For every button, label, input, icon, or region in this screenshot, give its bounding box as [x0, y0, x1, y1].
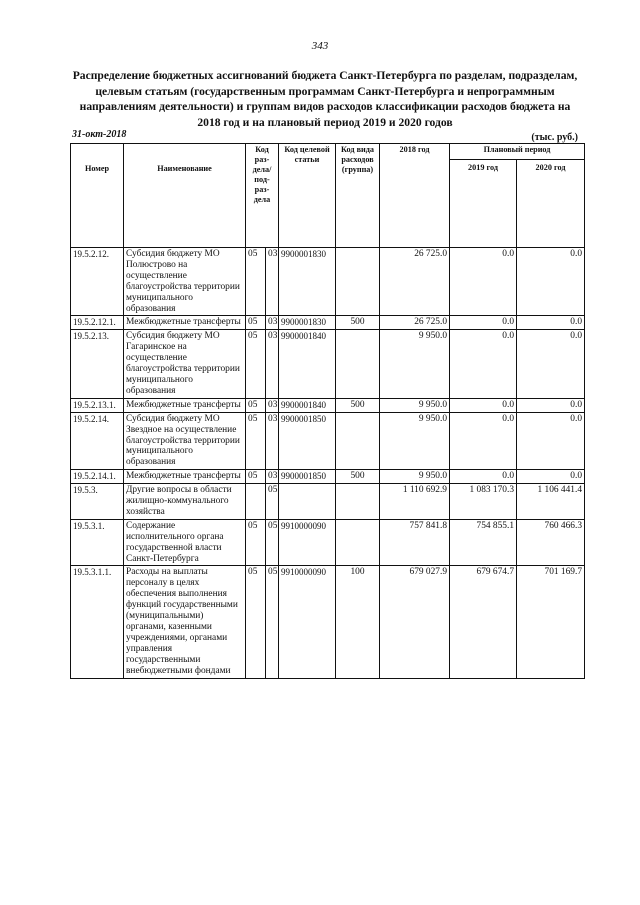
row-amount-2019: 679 674.7 — [450, 566, 517, 678]
header-section: Код раз-дела/ под-раз-дела — [246, 144, 279, 248]
row-amount-2019: 0.0 — [450, 330, 517, 398]
row-type-code — [336, 248, 380, 316]
document-date: 31-окт-2018 — [72, 129, 127, 140]
row-name: Межбюджетные трансферты — [124, 470, 246, 484]
header-year-2018: 2018 год — [380, 144, 450, 248]
row-amount-2019: 754 855.1 — [450, 519, 517, 566]
row-number: 19.5.2.14. — [71, 412, 124, 470]
row-type-code — [336, 519, 380, 566]
table-row — [71, 398, 585, 412]
table-row — [71, 248, 585, 316]
row-amount-2020: 1 106 441.4 — [517, 484, 585, 520]
row-section-code: 05 — [246, 519, 266, 566]
row-name: Субсидия бюджету МО Полюстрово на осуществление благоустройства территории муниципального образования — [124, 248, 246, 316]
header-target: Код целевой статьи — [279, 144, 336, 248]
row-name: Расходы на выплаты персоналу в целях обеспечения выполнения функций государственными (муниципальными) органами, казенными учреждениями, органами управления государственными внебюджетными фондами — [124, 566, 246, 678]
row-number: 19.5.2.13.1. — [71, 398, 124, 412]
row-amount-2018: 26 725.0 — [380, 248, 450, 316]
row-name: Межбюджетные трансферты — [124, 398, 246, 412]
row-amount-2018: 9 950.0 — [380, 330, 450, 398]
header-year-2019: 2019 год — [450, 160, 517, 248]
header-year-2020: 2020 год — [517, 160, 585, 248]
table-row — [71, 470, 585, 484]
row-number: 19.5.3. — [71, 484, 124, 520]
row-amount-2018: 26 725.0 — [380, 316, 450, 330]
units-label: (тыс. руб.) — [531, 132, 578, 143]
table-row — [71, 566, 585, 678]
row-type-code — [336, 330, 380, 398]
row-target-code: 9910000090 — [279, 566, 336, 678]
table-header — [71, 144, 585, 248]
table-row — [71, 412, 585, 470]
row-target-code: 9910000090 — [279, 519, 336, 566]
document-title: Распределение бюджетных ассигнований бюджета Санкт-Петербурга по разделам, подразделам, целевым статьям (государственным программам Санкт-Петербурга и непрограммным направлениям деятельности) и группам видов расходов классификации расходов бюджета на 2018 год и на плановый период 2019 и 2020 годов — [72, 69, 578, 129]
row-section-code: 05 — [246, 566, 266, 678]
row-type-code — [336, 484, 380, 520]
table-row — [71, 519, 585, 566]
row-subsection-code: 05 — [266, 519, 279, 566]
row-target-code: 9900001830 — [279, 248, 336, 316]
header-number: Номер — [71, 144, 124, 248]
row-amount-2020: 0.0 — [517, 412, 585, 470]
row-subsection-code: 03 — [266, 470, 279, 484]
row-name: Содержание исполнительного органа государственной власти Санкт-Петербурга — [124, 519, 246, 566]
row-amount-2018: 9 950.0 — [380, 470, 450, 484]
row-amount-2019: 0.0 — [450, 316, 517, 330]
row-amount-2020: 0.0 — [517, 316, 585, 330]
row-number: 19.5.3.1.1. — [71, 566, 124, 678]
row-number: 19.5.2.12. — [71, 248, 124, 316]
table-body — [71, 248, 585, 679]
page-number: 343 — [311, 40, 329, 52]
table-row — [71, 316, 585, 330]
row-number: 19.5.2.12.1. — [71, 316, 124, 330]
row-amount-2018: 757 841.8 — [380, 519, 450, 566]
row-amount-2019: 1 083 170.3 — [450, 484, 517, 520]
row-section-code: 05 — [246, 248, 266, 316]
row-target-code — [279, 484, 336, 520]
row-name: Другие вопросы в области жилищно-коммунального хозяйства — [124, 484, 246, 520]
row-amount-2020: 760 466.3 — [517, 519, 585, 566]
row-section-code: 05 — [246, 316, 266, 330]
row-type-code: 100 — [336, 566, 380, 678]
row-subsection-code: 03 — [266, 316, 279, 330]
row-type-code: 500 — [336, 398, 380, 412]
row-type-code: 500 — [336, 316, 380, 330]
table-row — [71, 330, 585, 398]
header-type: Код вида расходов (группа) — [336, 144, 380, 248]
row-subsection-code: 03 — [266, 330, 279, 398]
row-amount-2018: 1 110 692.9 — [380, 484, 450, 520]
row-subsection-code: 03 — [266, 412, 279, 470]
row-section-code: 05 — [246, 470, 266, 484]
header-planned-period: Плановый период — [450, 144, 585, 160]
row-amount-2020: 701 169.7 — [517, 566, 585, 678]
row-number: 19.5.2.14.1. — [71, 470, 124, 484]
row-amount-2019: 0.0 — [450, 248, 517, 316]
row-target-code: 9900001850 — [279, 470, 336, 484]
row-amount-2018: 9 950.0 — [380, 398, 450, 412]
row-name: Межбюджетные трансферты — [124, 316, 246, 330]
row-target-code: 9900001840 — [279, 330, 336, 398]
row-section-code: 05 — [246, 398, 266, 412]
row-amount-2020: 0.0 — [517, 330, 585, 398]
header-name: Наименование — [124, 144, 246, 248]
row-number: 19.5.2.13. — [71, 330, 124, 398]
row-amount-2020: 0.0 — [517, 470, 585, 484]
row-target-code: 9900001850 — [279, 412, 336, 470]
row-amount-2019: 0.0 — [450, 412, 517, 470]
row-subsection-code: 03 — [266, 398, 279, 412]
row-number: 19.5.3.1. — [71, 519, 124, 566]
row-name: Субсидия бюджету МО Звездное на осуществление благоустройства территории муниципального образования — [124, 412, 246, 470]
row-type-code — [336, 412, 380, 470]
row-amount-2020: 0.0 — [517, 248, 585, 316]
row-section-code — [246, 484, 266, 520]
row-amount-2018: 9 950.0 — [380, 412, 450, 470]
row-section-code: 05 — [246, 330, 266, 398]
table-row — [71, 484, 585, 520]
row-amount-2019: 0.0 — [450, 470, 517, 484]
row-target-code: 9900001840 — [279, 398, 336, 412]
row-subsection-code: 05 — [266, 484, 279, 520]
row-subsection-code: 03 — [266, 248, 279, 316]
row-amount-2019: 0.0 — [450, 398, 517, 412]
budget-table — [70, 143, 585, 679]
row-subsection-code: 05 — [266, 566, 279, 678]
row-target-code: 9900001830 — [279, 316, 336, 330]
row-name: Субсидия бюджету МО Гагаринское на осуществление благоустройства территории муниципального образования — [124, 330, 246, 398]
row-section-code: 05 — [246, 412, 266, 470]
row-amount-2018: 679 027.9 — [380, 566, 450, 678]
row-amount-2020: 0.0 — [517, 398, 585, 412]
row-type-code: 500 — [336, 470, 380, 484]
